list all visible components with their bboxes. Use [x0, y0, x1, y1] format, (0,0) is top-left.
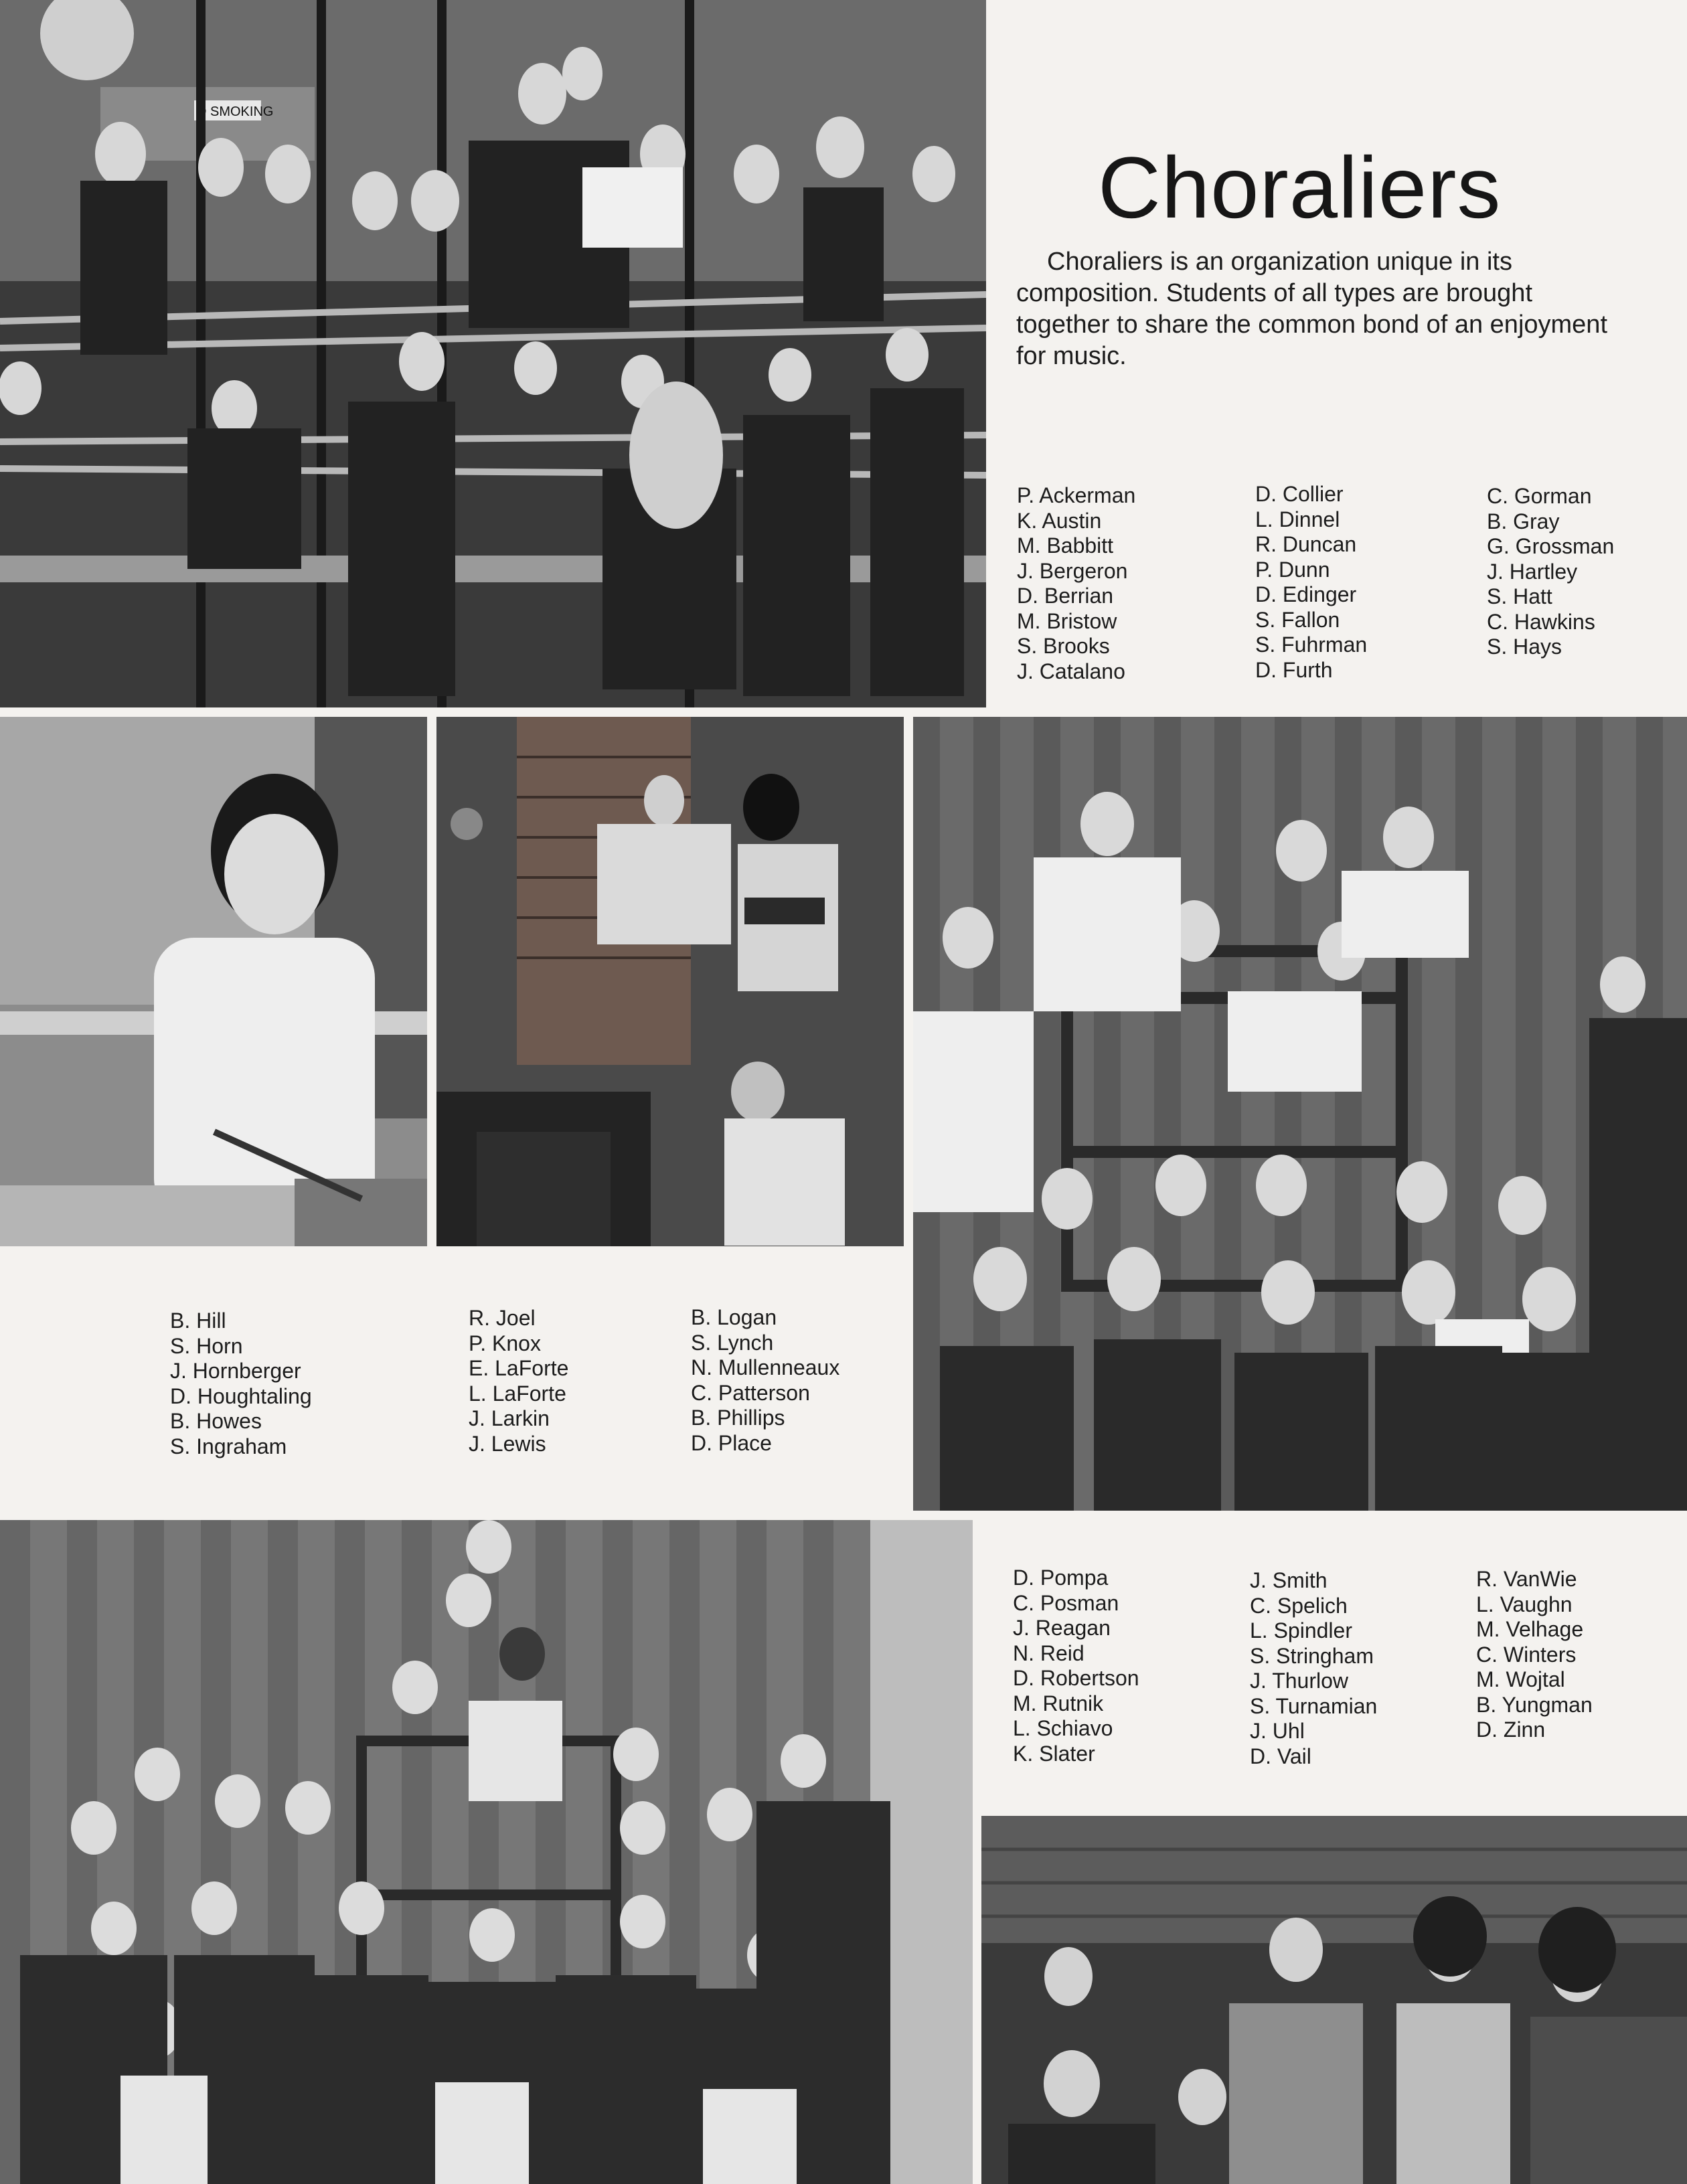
- member-name: D. Collier: [1255, 482, 1344, 506]
- member-name: S. Brooks: [1017, 634, 1110, 658]
- member-name: P. Dunn: [1255, 557, 1330, 582]
- name-list-mid-col2: [469, 1306, 568, 1456]
- member-name: D. Houghtaling: [170, 1383, 312, 1408]
- member-name: L. Spindler: [1250, 1618, 1352, 1643]
- member-name: M. Wojtal: [1476, 1667, 1565, 1691]
- member-name: C. Spelich: [1250, 1593, 1348, 1618]
- member-name: J. Larkin: [469, 1406, 550, 1430]
- member-name: S. Fallon: [1255, 607, 1340, 632]
- member-name: L. Vaughn: [1476, 1592, 1573, 1616]
- member-name: D. Furth: [1255, 657, 1333, 682]
- member-name: C. Hawkins: [1487, 609, 1595, 634]
- member-name: B. Hill: [170, 1309, 226, 1333]
- member-name: M. Velhage: [1476, 1617, 1584, 1641]
- member-name: S. Hays: [1487, 635, 1562, 659]
- member-name: C. Patterson: [691, 1380, 810, 1405]
- member-name: D. Edinger: [1255, 582, 1357, 606]
- member-name: D. Place: [691, 1430, 772, 1455]
- member-name: D. Vail: [1250, 1744, 1311, 1768]
- member-name: J. Reagan: [1013, 1616, 1111, 1640]
- member-name: K. Slater: [1013, 1741, 1095, 1766]
- member-name: J. Hartley: [1487, 559, 1578, 584]
- name-list-top-col2: [1255, 482, 1367, 683]
- name-list-mid-col3: [691, 1305, 839, 1456]
- photo-guitar-performance: [436, 717, 904, 1246]
- member-name: R. VanWie: [1476, 1567, 1577, 1591]
- member-name: L. Schiavo: [1013, 1716, 1113, 1740]
- intro-paragraph: Choraliers is an organization unique in its composition. Students of all types are brought together to share the common bond of an enjoyment for music.: [1016, 248, 1607, 370]
- member-name: S. Stringham: [1250, 1643, 1374, 1668]
- member-name: P. Knox: [469, 1331, 541, 1355]
- member-name: J. Thurlow: [1250, 1669, 1349, 1693]
- member-name: P. Ackerman: [1017, 483, 1136, 507]
- member-name: S. Horn: [170, 1333, 243, 1358]
- member-name: B. Phillips: [691, 1406, 785, 1430]
- member-name: R. Duncan: [1255, 532, 1357, 556]
- photo-cafeteria-student: [0, 717, 427, 1246]
- member-name: D. Robertson: [1013, 1666, 1139, 1690]
- member-name: S. Fuhrman: [1255, 633, 1368, 657]
- photo-catwalk-group: [0, 0, 986, 707]
- member-name: J. Bergeron: [1017, 558, 1128, 583]
- member-name: J. Hornberger: [170, 1359, 301, 1383]
- member-name: D. Berrian: [1017, 584, 1114, 608]
- member-name: G. Grossman: [1487, 534, 1615, 558]
- name-list-top-col1: [1017, 483, 1135, 684]
- member-name: M. Babbitt: [1017, 533, 1114, 558]
- member-name: B. Gray: [1487, 509, 1560, 533]
- member-name: J. Lewis: [469, 1431, 546, 1456]
- member-name: L. Dinnel: [1255, 507, 1340, 531]
- name-list-bot-col2: [1250, 1568, 1377, 1769]
- name-list-bot-col1: [1013, 1566, 1139, 1766]
- member-name: E. LaForte: [469, 1356, 569, 1380]
- name-list-mid-col1: [170, 1309, 312, 1459]
- member-name: C. Winters: [1476, 1642, 1577, 1667]
- member-name: J. Smith: [1250, 1568, 1328, 1592]
- member-name: L. LaForte: [469, 1381, 566, 1406]
- member-name: C. Posman: [1013, 1590, 1119, 1615]
- member-name: M. Bristow: [1017, 608, 1117, 633]
- member-name: D. Pompa: [1013, 1566, 1109, 1590]
- sign-text: D SMOKING: [197, 104, 274, 119]
- member-name: S. Hatt: [1487, 584, 1552, 608]
- member-name: N. Reid: [1013, 1641, 1084, 1665]
- member-name: S. Lynch: [691, 1330, 774, 1355]
- member-name: S. Turnamian: [1250, 1693, 1378, 1718]
- name-list-top-col3: [1487, 484, 1614, 660]
- member-name: B. Yungman: [1476, 1692, 1593, 1717]
- member-name: S. Ingraham: [170, 1434, 287, 1458]
- photo-singers: [981, 1816, 1687, 2184]
- name-list-bot-col3: [1476, 1567, 1593, 1743]
- member-name: K. Austin: [1017, 508, 1102, 533]
- member-name: D. Zinn: [1476, 1717, 1546, 1742]
- member-name: C. Gorman: [1487, 484, 1592, 508]
- photo-stage-group: [0, 1520, 973, 2184]
- member-name: J. Uhl: [1250, 1719, 1305, 1743]
- photo-scaffold-group: [913, 717, 1687, 1511]
- page-title: Choraliers: [1098, 139, 1502, 236]
- member-name: B. Howes: [170, 1409, 262, 1433]
- member-name: J. Catalano: [1017, 659, 1125, 683]
- member-name: R. Joel: [469, 1306, 536, 1330]
- member-name: N. Mullenneaux: [691, 1355, 840, 1379]
- member-name: M. Rutnik: [1013, 1691, 1104, 1715]
- member-name: B. Logan: [691, 1305, 777, 1329]
